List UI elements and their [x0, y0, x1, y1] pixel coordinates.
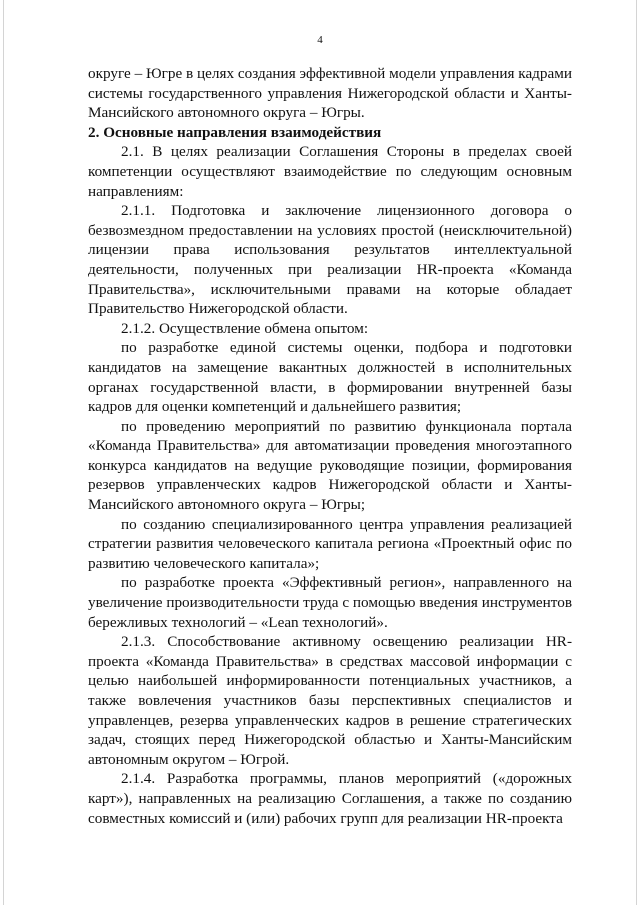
document-body — [88, 64, 572, 828]
page-number: 4 — [317, 34, 323, 46]
scan-edge-right — [636, 0, 637, 905]
paragraph-exchange-item-3: по созданию специализированного центра управления реализацией стратегии развития человеческого капитала региона «Проектный офис по развитию человеческого капитала»; — [88, 515, 572, 572]
paragraph-exchange-item-1: по разработке единой системы оценки, подбора и подготовки кандидатов на замещение вакантных должностей в исполнительных органах государственной власти, в формировании внутренней базы кадров для оценки компетенций и дальнейшего развития; — [88, 339, 572, 416]
paragraph-exchange-item-4: по разработке проекта «Эффективный регион», направленного на увеличение производительности труда с помощью введения инструментов бережливых технологий – «Lean технологий». — [88, 574, 572, 631]
paragraph-continuation: округе – Югре в целях создания эффективной модели управления кадрами системы государственного управления Нижегородской области и Ханты-Мансийского автономного округа – Югры. — [88, 65, 572, 122]
paragraph-2-1-3: 2.1.3. Способствование активному освещению реализации HR-проекта «Команда Правительства» в средствах массовой информации с целью наибольшей информированности потенциальных участников, а также вовлечения участников базы перспективных специалистов и управленцев, резерва управленческих кадров в решение стратегических задач, стоящих перед Нижегородской областью и Ханты-Мансийским автономным округом – Югрой. — [88, 633, 572, 768]
paragraph-2-1-4: 2.1.4. Разработка программы, планов мероприятий («дорожных карт»), направленных на реализацию Соглашения, а также по созданию совместных комиссий и (или) рабочих групп для реализации HR-проекта — [88, 770, 572, 827]
paragraph-2-1-2: 2.1.2. Осуществление обмена опытом: — [121, 319, 369, 337]
section-heading: 2. Основные направления взаимодействия — [88, 123, 382, 141]
scan-edge-left — [3, 0, 4, 905]
paragraph-2-1: 2.1. В целях реализации Соглашения Стороны в пределах своей компетенции осуществляют взаимодействие по следующим основным направлениям: — [88, 143, 572, 200]
paragraph-exchange-item-2: по проведению мероприятий по развитию функционала портала «Команда Правительства» для автоматизации проведения многоэтапного конкурса кандидатов на ведущие руководящие позиции, формирования резервов управленческих кадров Нижегородской области и Ханты-Мансийского автономного округа – Югры; — [88, 417, 572, 514]
paragraph-2-1-1: 2.1.1. Подготовка и заключение лицензионного договора о безвозмездном предоставлении на условиях простой (неисключительной) лицензии права использования результатов интеллектуальной деятельности, полученных при реализации HR-проекта «Команда Правительства», исключительными правами на которые обладает Правительство Нижегородской области. — [88, 202, 572, 318]
